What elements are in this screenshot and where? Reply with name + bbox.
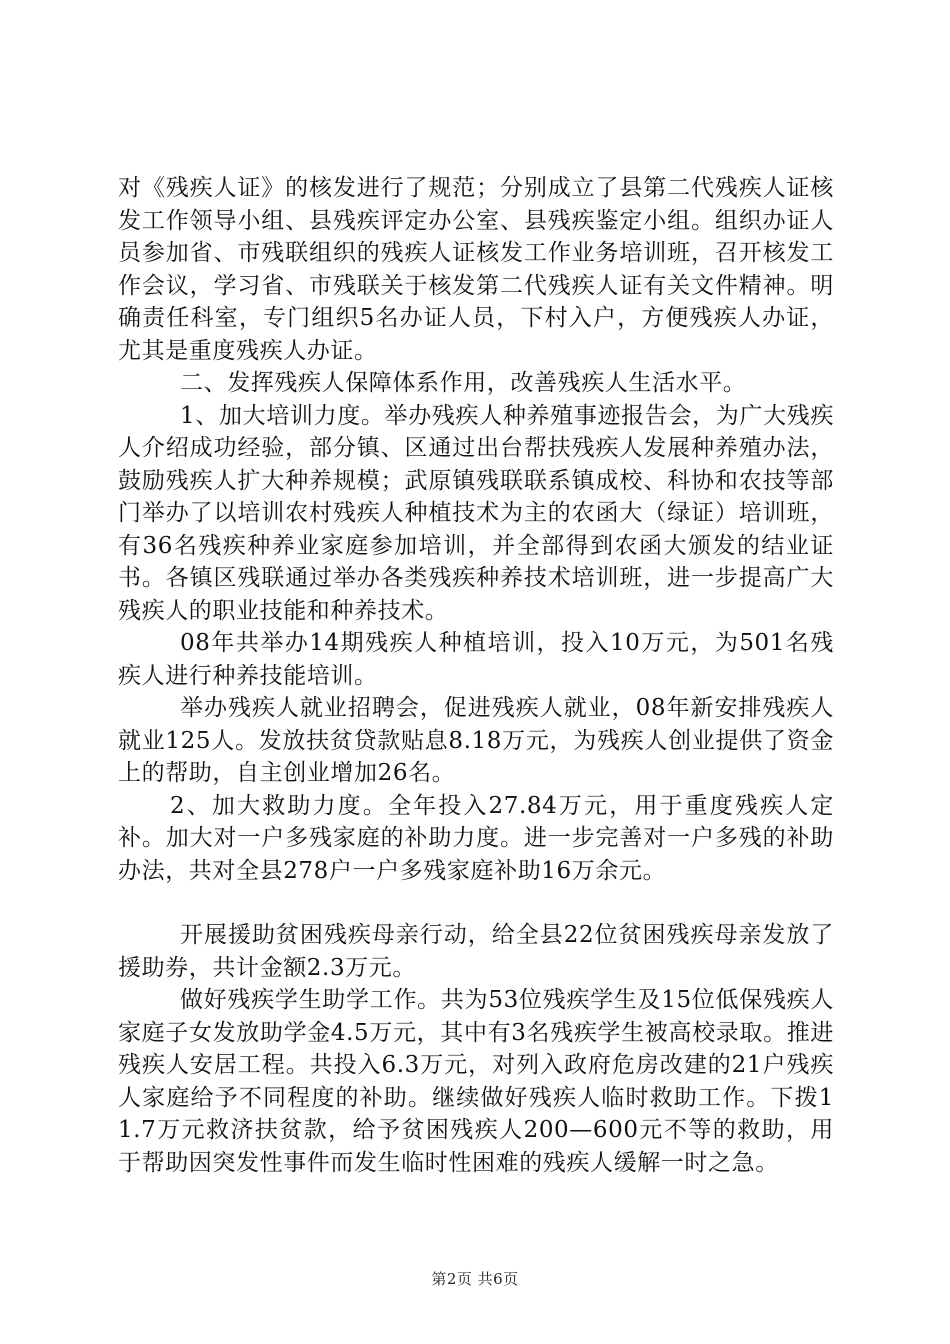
- paragraph-employment: 举办残疾人就业招聘会，促进残疾人就业，08年新安排残疾人就业125人。发放扶贫贷款贴息8.18万元，为残疾人创业提供了资金上的帮助，自主创业增加26名。: [118, 695, 834, 786]
- section-heading-2: 二、发挥残疾人保障体系作用，改善残疾人生活水平。: [180, 370, 747, 396]
- paragraph-gap: [118, 887, 834, 919]
- paragraph-certificate-issuance: 对《残疾人证》的核发进行了规范；分别成立了县第二代残疾人证核发工作领导小组、县残疾评定办公室、县残疾鉴定小组。组织办证人员参加省、市残联组织的残疾人证核发工作业务培训班，召开核发工作会议，学习省、市残联关于核发第二代残疾人证有关文件精神。明确责任科室，专门组织5名办证人员，下村入户，方便残疾人办证，尤其是重度残疾人办证。: [118, 175, 834, 364]
- paragraph-student-aid: 做好残疾学生助学工作。共为53位残疾学生及15位低保残疾人家庭子女发放助学金4.5万元，其中有3名残疾学生被高校录取。推进残疾人安居工程。共投入6.3万元，对列入政府危房改建的21户残疾人家庭给予不同程度的补助。继续做好残疾人临时救助工作。下拨11.7万元救济扶贫款，给予贫困残疾人200—600元不等的救助，用于帮助因突发性事件而发生临时性困难的残疾人缓解一时之急。: [118, 987, 834, 1176]
- document-body: [118, 172, 834, 1179]
- paragraph-planting-training: 08年共举办14期残疾人种植培训，投入10万元，为501名残疾人进行种养技能培训。: [118, 630, 834, 689]
- paragraph-relief: 2、加大救助力度。全年投入27.84万元，用于重度残疾人定补。加大对一户多残家庭的补助力度。进一步完善对一户多残的补助办法，共对全县278户一户多残家庭补助16万余元。: [118, 792, 834, 884]
- page-footer: 第2页 共6页: [431, 1270, 519, 1288]
- paragraph-mothers-aid: 开展援助贫困残疾母亲行动，给全县22位贫困残疾母亲发放了援助券，共计金额2.3万元。: [118, 922, 834, 981]
- paragraph-training: 1、加大培训力度。举办残疾人种养殖事迹报告会，为广大残疾人介绍成功经验，部分镇、区通过出台帮扶残疾人发展种养殖办法，鼓励残疾人扩大种养规模；武原镇残联联系镇成校、科协和农技等部门举办了以培训农村残疾人种植技术为主的农函大（绿证）培训班，有36名残疾种养业家庭参加培训，并全部得到农函大颁发的结业证书。各镇区残联通过举办各类残疾种养技术培训班，进一步提高广大残疾人的职业技能和种养技术。: [118, 402, 834, 624]
